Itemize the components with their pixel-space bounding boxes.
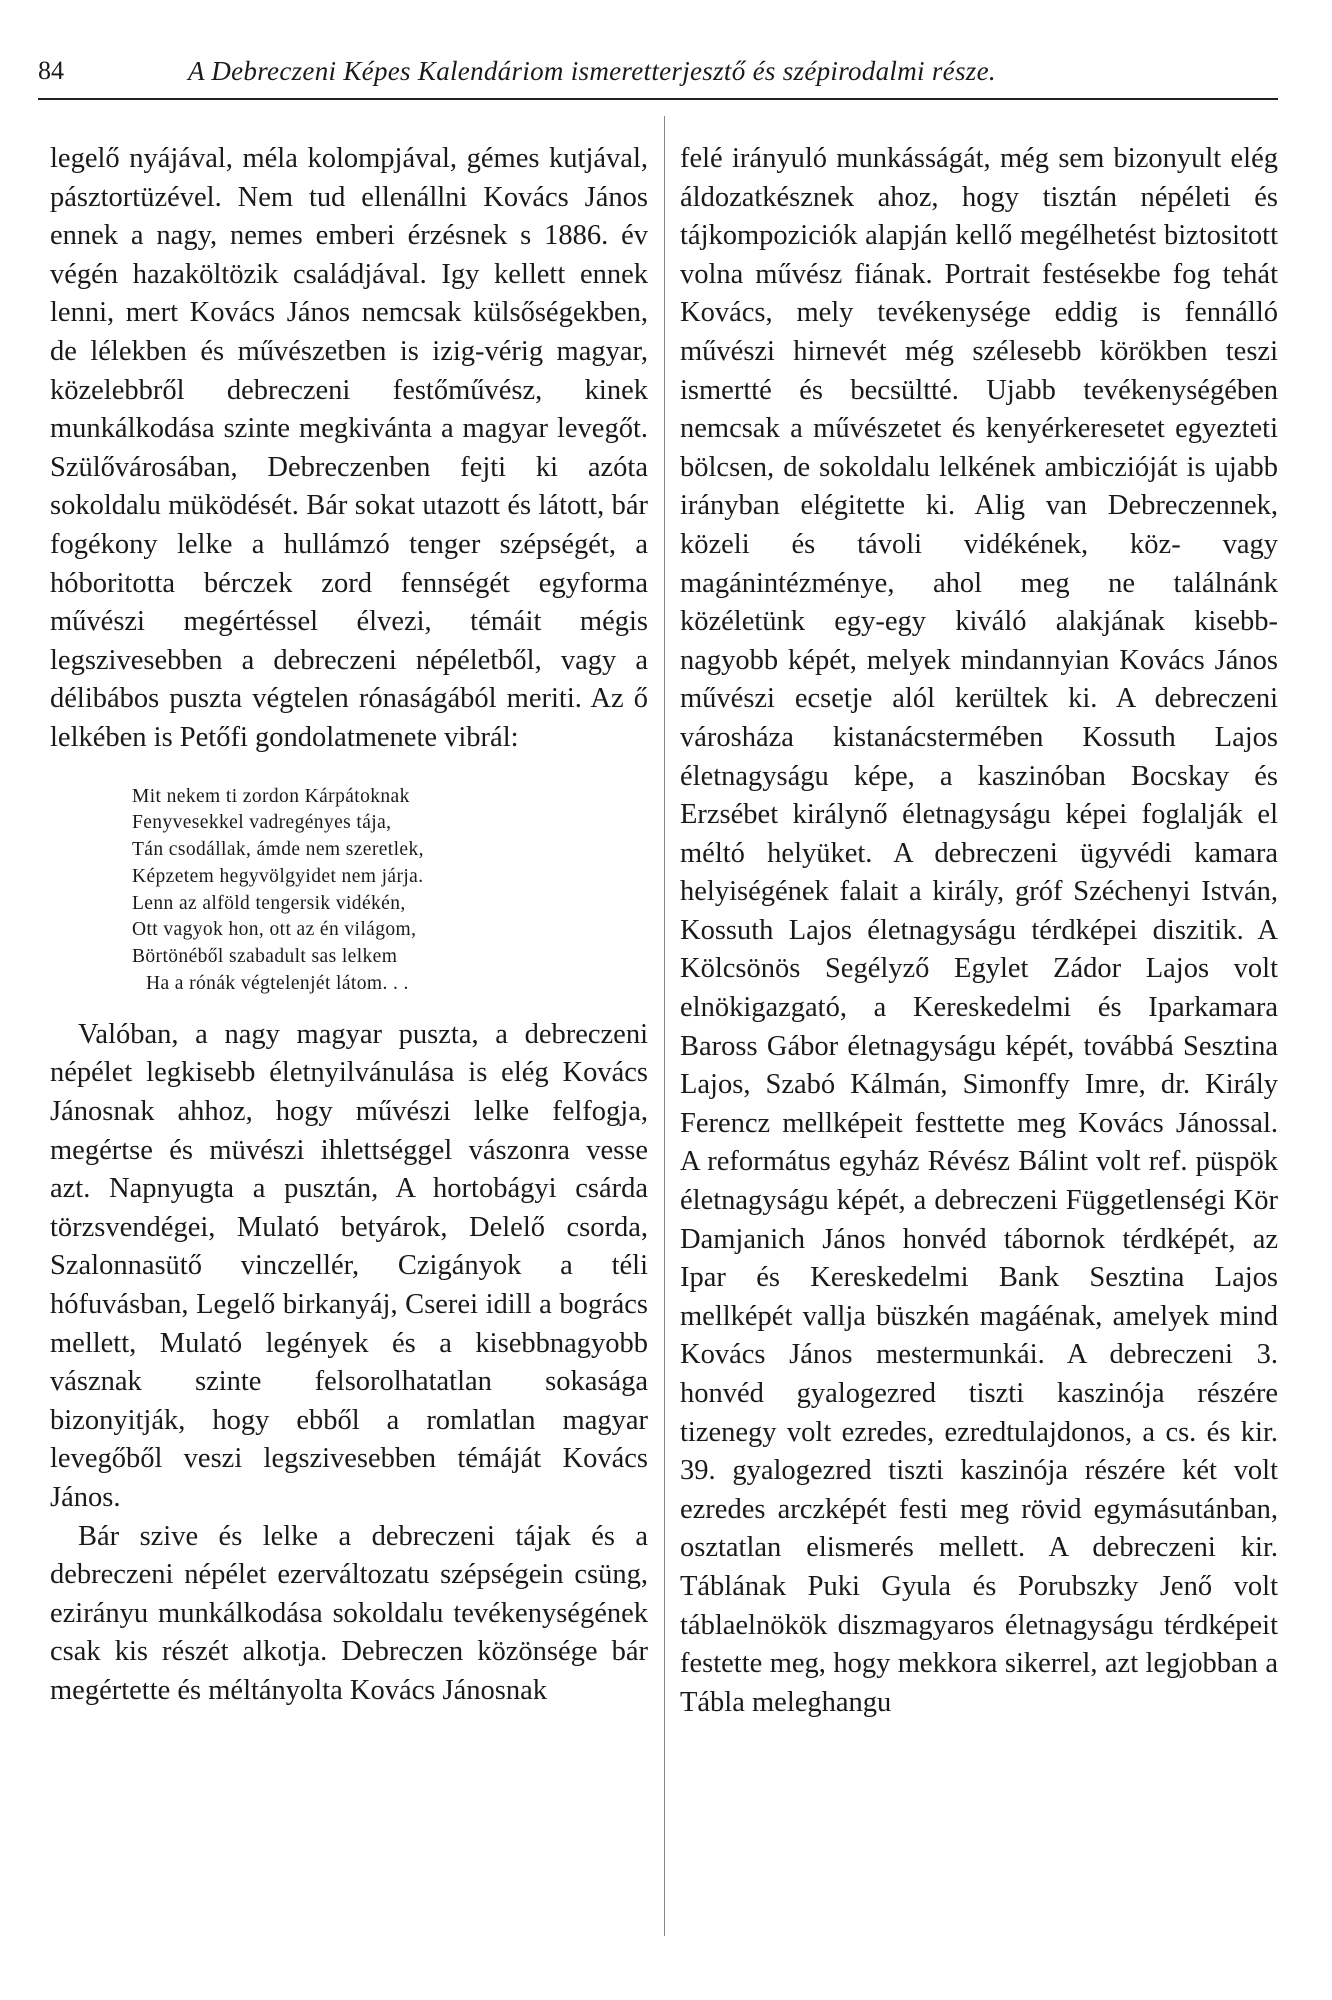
left-paragraph-1: legelő nyájával, méla kolompjával, gémes kutjával, pásztortüzével. Nem tud ellenállni Kovács János ennek a nagy, nemes emberi érzésnek s 1886. év végén hazaköltözik családjával. Igy kellett ennek lenni, mert Kovács János nemcsak külsőségekben, de lélekben és művészetben is izig-vérig magyar, közelebbről debreczeni festőművész, kinek munkálkodása szinte megkivánta a magyar levegőt. Szülővárosában, Debreczenben fejti ki azóta sokoldalu müködését. Bár sokat utazott és látott, bár fogékony lelke a hullámzó tenger szépségét, a hóboritotta bérczek zord fennségét egyforma művészi megértéssel élvezi, témáit mégis legszivesebben a debreczeni népéletből, vagy a délibábos puszta végtelen rónaságából meriti. Az ő lelkében is Petőfi gondolatmenete vibrál: <box>50 143 648 753</box>
poem-line: Ha a rónák végtelenjét látom. . . <box>146 973 409 995</box>
poem-line: Fenyvesekkel vadregényes tája, <box>132 812 392 834</box>
poem-quote <box>132 784 648 998</box>
poem-line: Lenn az alföld tengersik vidékén, <box>132 892 406 914</box>
poem-line: Börtönéből szabadult sas lelkem <box>132 946 398 968</box>
header-rule <box>38 98 1278 100</box>
poem-line: Mit nekem ti zordon Kárpátoknak <box>132 785 410 807</box>
poem-line: Képzetem hegyvölgyidet nem járja. <box>132 865 424 887</box>
page-header <box>38 56 1278 102</box>
right-column <box>680 140 1278 1722</box>
page-number: 84 <box>38 56 64 85</box>
left-paragraph-3: Bár szive és lelke a debreczeni tájak és a debreczeni népélet ezerváltozatu szépségein csüng, ezirányu munkálkodása sokoldalu tevékenységének csak kis részét alkotja. Debreczen közönsége bár megértette és méltányolta Kovács Jánosnak <box>50 1520 648 1706</box>
left-paragraph-2: Valóban, a nagy magyar puszta, a debreczeni népélet legkisebb életnyilvánulása is elég Kovács Jánosnak ahhoz, hogy művészi lelke felfogja, megértse és müvészi ihlettséggel vászonra vesse azt. Napnyugta a pusztán, A hortobágyi csárda törzsvendégei, Mulató betyárok, Delelő csorda, Szalonnasütő vinczellér, Czigányok a téli hófuvásban, Legelő birkanyáj, Cserei idill a bogrács mellett, Mulató legények és a kisebbnagyobb vásznak szinte felsorolhatatlan sokasága bizonyitják, hogy ebből a romlatlan magyar levegőből veszi legszivesebben témáját Kovács János. <box>50 1018 648 1513</box>
left-column <box>50 140 648 1711</box>
right-paragraph-1: felé irányuló munkásságát, még sem bizonyult elég áldozatkésznek ahoz, hogy tisztán népéleti és tájkompoziciók alapján kellő megélhetést biztositott volna művész fiának. Portrait festésekbe fog tehát Kovács, mely tevékenysége eddig is fennálló művészi hirnevét még szélesebb körökben teszi ismertté és becsültté. Ujabb tevékenységében nemcsak a művészetet és kenyérkeresetet egyezteti bölcsen, de sokoldalu lelkének ambiczióját is ujabb irányban elégitette ki. Alig van Debreczennek, közeli és távoli vidékének, köz- vagy magánintézménye, ahol meg ne találnánk közéletünk egy-egy kiváló alakjának kisebb-nagyobb képét, melyek mindannyian Kovács János művészi ecsetje alól kerültek ki. A debreczeni városháza kistanácstermében Kossuth Lajos életnagyságu képe, a kaszinóban Bocskay és Erzsébet királynő életnagyságu képei foglalják el méltó helyüket. A debreczeni ügyvédi kamara helyiségének falait a király, gróf Széchenyi István, Kossuth Lajos életnagyságu térdképei diszitik. A Kölcsönös Segélyző Egylet Zádor Lajos volt elnökigazgató, a Kereskedelmi és Iparkamara Baross Gábor életnagyságu képét, továbbá Sesztina Lajos, Szabó Kálmán, Simonffy Imre, dr. Király Ferencz mellképeit festtette meg Kovács Jánossal. A református egyház Révész Bálint volt ref. püspök életnagyságu képét, a debreczeni Függetlenségi Kör Damjanich János honvéd tábornok térdképét, az Ipar és Kereskedelmi Bank Sesztina Lajos mellképét vallja büszkén magáénak, amelyek mind Kovács János mestermunkái. A debreczeni 3. honvéd gyalogezred tiszti kaszinója részére tizenegy volt ezredes, ezredtulajdonos, a cs. és kir. 39. gyalogezred tiszti kaszinója részére két volt ezredes arczképét festi meg rövid egymásutánban, osztatlan elismerés mellett. A debreczeni kir. Táblának Puki Gyula és Porubszky Jenő volt táblaelnökök diszmagyaros életnagyságu térdképeit festette meg, hogy mekkora sikerrel, azt legjobban a Tábla meleghangu <box>680 143 1278 1718</box>
running-title: A Debreczeni Képes Kalendáriom ismeretterjesztő és szépirodalmi része. <box>188 56 996 86</box>
column-divider <box>664 116 665 1936</box>
poem-line: Ott vagyok hon, ott az én világom, <box>132 919 417 941</box>
poem-line: Tán csodállak, ámde nem szeretlek, <box>132 839 424 861</box>
